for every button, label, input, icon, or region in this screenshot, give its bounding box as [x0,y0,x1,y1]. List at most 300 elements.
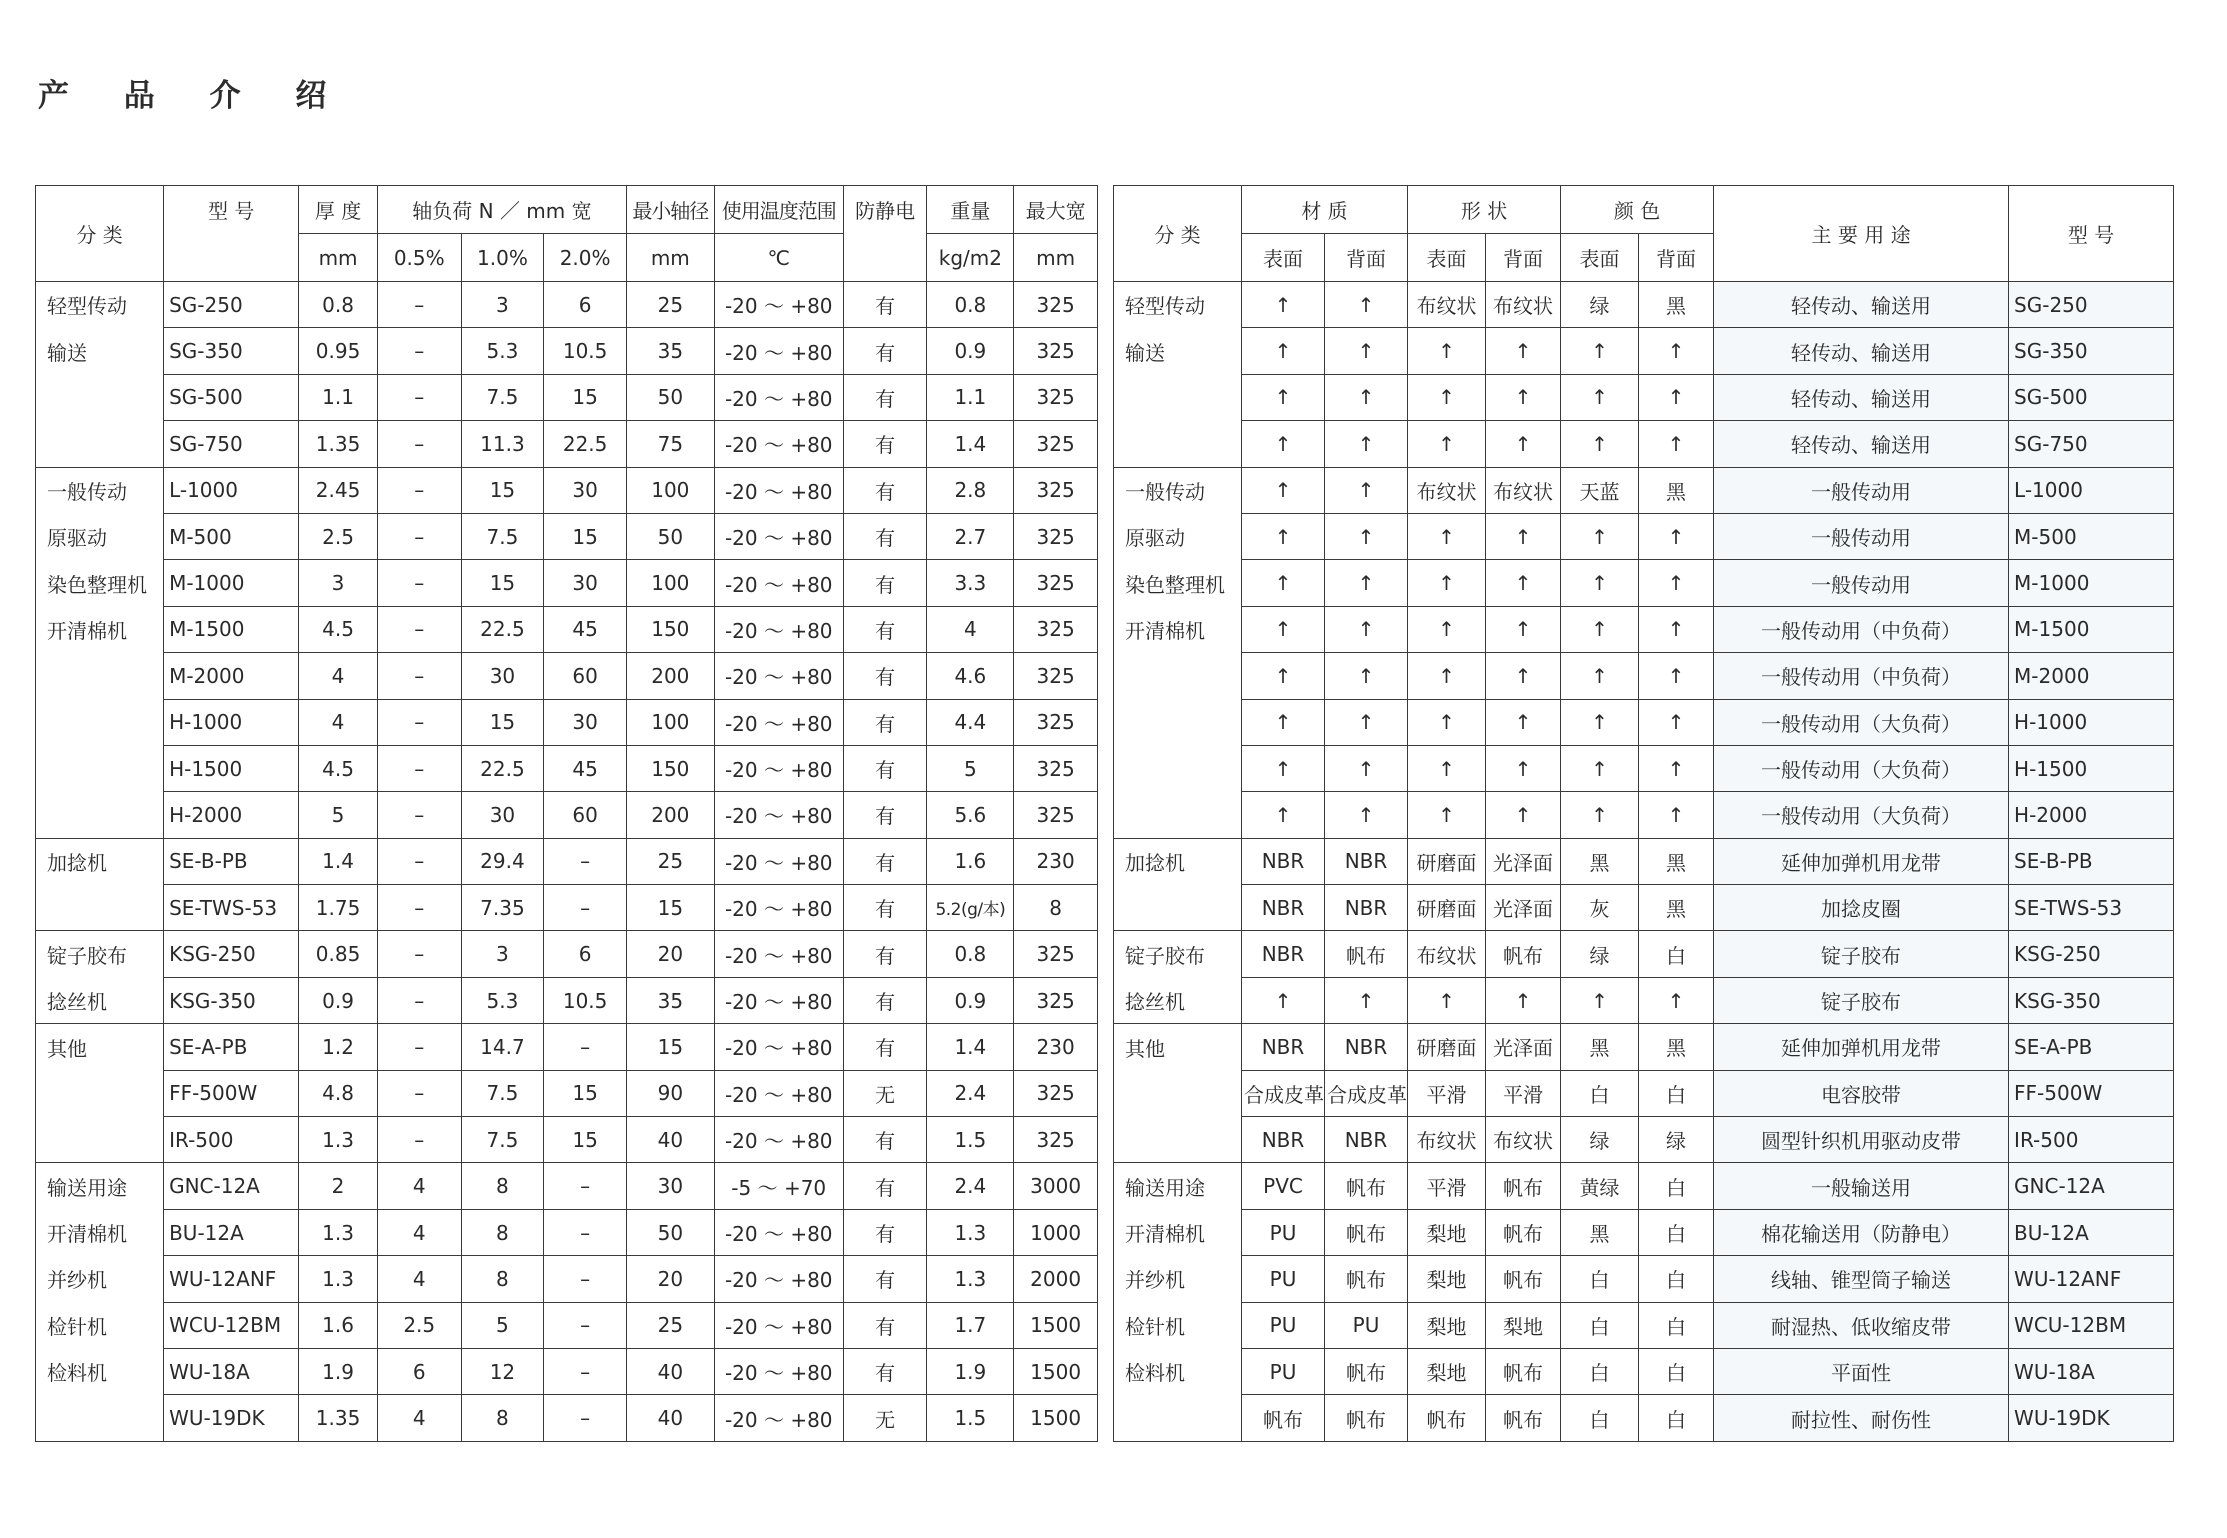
cell-load-05: – [377,606,461,652]
cell-category: 输送用途 [36,1163,164,1209]
spec-table-right [1113,185,2174,1442]
cell-category: 捻丝机 [1114,977,1242,1023]
cell-model: H-2000 [2009,792,2174,838]
cell-weight: 4.6 [927,653,1014,699]
cell-color-front: 白 [1561,1395,1639,1441]
cell-mat-back: ↑ [1325,282,1408,328]
cell-mat-back: ↑ [1325,699,1408,745]
cell-category [36,1070,164,1116]
cell-thickness: 1.1 [299,374,378,420]
cell-min-shaft: 15 [626,1024,714,1070]
cell-category: 检针机 [1114,1302,1242,1348]
cell-shape-front: ↑ [1408,560,1486,606]
cell-model: M-1000 [164,560,299,606]
cell-mat-back: 帆布 [1325,1163,1408,1209]
cell-load-10: 7.5 [461,1117,544,1163]
cell-load-10: 12 [461,1348,544,1394]
cell-antistatic: 无 [843,1395,927,1441]
cell-shape-front: ↑ [1408,977,1486,1023]
cell-mat-back: ↑ [1325,977,1408,1023]
cell-model: L-1000 [2009,467,2174,513]
cell-mat-back: 帆布 [1325,1209,1408,1255]
cell-category [1114,745,1242,791]
cell-load-20: 10.5 [544,328,627,374]
table-row [36,1209,1098,1255]
table-row [1114,467,2174,513]
cell-mat-front: PU [1242,1209,1325,1255]
cell-temp: -20 ～ +80 [714,606,843,652]
cell-thickness: 1.3 [299,1256,378,1302]
header-category: 分 类 [36,186,164,282]
cell-shape-front: ↑ [1408,374,1486,420]
cell-max-width: 1500 [1014,1302,1098,1348]
cell-shape-back: ↑ [1486,792,1561,838]
cell-antistatic: 有 [843,1302,927,1348]
cell-model: WU-19DK [164,1395,299,1441]
unit-temp-range: ℃ [714,234,843,282]
cell-load-20: – [544,1256,627,1302]
cell-min-shaft: 15 [626,885,714,931]
cell-color-back: ↑ [1639,977,1714,1023]
cell-thickness: 0.9 [299,977,378,1023]
cell-antistatic: 有 [843,838,927,884]
cell-load-20: 45 [544,745,627,791]
cell-load-10: 30 [461,653,544,699]
table-row [1114,699,2174,745]
cell-weight: 2.8 [927,467,1014,513]
cell-thickness: 3 [299,560,378,606]
cell-load-10: 7.35 [461,885,544,931]
table-row [1114,653,2174,699]
cell-shape-front: 梨地 [1408,1348,1486,1394]
cell-load-10: 11.3 [461,421,544,467]
page-title: 产 品 介 绍 [38,78,349,114]
cell-shape-front: ↑ [1408,792,1486,838]
cell-color-front: 白 [1561,1256,1639,1302]
cell-load-05: – [377,282,461,328]
unit-min-shaft: mm [626,234,714,282]
cell-model: FF-500W [2009,1070,2174,1116]
cell-mat-front: PU [1242,1348,1325,1394]
subheader-material-front: 表面 [1242,234,1325,282]
cell-weight: 1.4 [927,1024,1014,1070]
cell-color-back: 白 [1639,1395,1714,1441]
cell-load-10: 7.5 [461,513,544,559]
cell-category [1114,1395,1242,1441]
cell-min-shaft: 100 [626,467,714,513]
cell-category [1114,885,1242,931]
cell-usage: 一般传动用（大负荷） [1714,699,2009,745]
cell-usage: 一般传动用（中负荷） [1714,653,2009,699]
cell-load-05: 6 [377,1348,461,1394]
cell-category: 开清棉机 [36,1209,164,1255]
cell-load-20: 30 [544,467,627,513]
table-row [1114,1024,2174,1070]
cell-thickness: 5 [299,792,378,838]
cell-category: 输送 [36,328,164,374]
cell-load-05: 4 [377,1163,461,1209]
cell-model: WU-12ANF [2009,1256,2174,1302]
table-row [36,1256,1098,1302]
cell-mat-front: ↑ [1242,745,1325,791]
cell-max-width: 325 [1014,699,1098,745]
cell-model: L-1000 [164,467,299,513]
cell-max-width: 325 [1014,1070,1098,1116]
cell-color-front: ↑ [1561,792,1639,838]
cell-load-20: 22.5 [544,421,627,467]
cell-thickness: 1.3 [299,1117,378,1163]
cell-antistatic: 有 [843,374,927,420]
cell-max-width: 325 [1014,1117,1098,1163]
cell-category: 轻型传动 [1114,282,1242,328]
cell-category: 锭子胶布 [1114,931,1242,977]
cell-category [1114,699,1242,745]
cell-min-shaft: 35 [626,328,714,374]
cell-model: M-500 [2009,513,2174,559]
table-row [36,931,1098,977]
cell-model: M-500 [164,513,299,559]
header-category: 分 类 [1114,186,1242,282]
cell-mat-front: ↑ [1242,282,1325,328]
unit-thickness: mm [299,234,378,282]
cell-color-front: 绿 [1561,931,1639,977]
cell-mat-back: ↑ [1325,653,1408,699]
cell-color-front: 白 [1561,1302,1639,1348]
table-row [36,792,1098,838]
cell-usage: 轻传动、输送用 [1714,328,2009,374]
cell-weight: 1.3 [927,1209,1014,1255]
cell-category [36,792,164,838]
cell-load-20: 15 [544,513,627,559]
cell-weight: 0.8 [927,931,1014,977]
cell-category: 开清棉机 [1114,1209,1242,1255]
cell-usage: 线轴、锥型筒子输送 [1714,1256,2009,1302]
cell-mat-front: ↑ [1242,513,1325,559]
table-row [1114,1302,2174,1348]
cell-category: 并纱机 [36,1256,164,1302]
header-weight: 重量 [927,186,1014,234]
cell-shape-back: 帆布 [1486,1256,1561,1302]
cell-thickness: 1.6 [299,1302,378,1348]
cell-load-20: 6 [544,282,627,328]
cell-model: H-1000 [164,699,299,745]
cell-color-back: 黑 [1639,1024,1714,1070]
cell-mat-back: PU [1325,1302,1408,1348]
header-model: 型 号 [2009,186,2174,282]
cell-max-width: 325 [1014,745,1098,791]
subheader-material-back: 背面 [1325,234,1408,282]
table-row [36,1302,1098,1348]
table-row [1114,792,2174,838]
cell-usage: 耐湿热、低收缩皮带 [1714,1302,2009,1348]
cell-model: SE-A-PB [164,1024,299,1070]
cell-load-20: – [544,1024,627,1070]
unit-max-width: mm [1014,234,1098,282]
header-model: 型 号 [164,186,299,234]
cell-max-width: 2000 [1014,1256,1098,1302]
cell-color-back: 黑 [1639,885,1714,931]
cell-max-width: 1500 [1014,1348,1098,1394]
cell-antistatic: 有 [843,328,927,374]
cell-thickness: 2.45 [299,467,378,513]
cell-max-width: 1000 [1014,1209,1098,1255]
cell-color-front: ↑ [1561,560,1639,606]
table-row [36,885,1098,931]
cell-temp: -20 ～ +80 [714,838,843,884]
cell-category: 加捻机 [36,838,164,884]
cell-temp: -20 ～ +80 [714,374,843,420]
cell-max-width: 325 [1014,282,1098,328]
cell-color-back: 白 [1639,931,1714,977]
cell-color-front: ↑ [1561,513,1639,559]
cell-mat-front: ↑ [1242,467,1325,513]
cell-category [1114,421,1242,467]
cell-category: 开清棉机 [36,606,164,652]
cell-antistatic: 有 [843,560,927,606]
cell-thickness: 1.9 [299,1348,378,1394]
cell-model: H-2000 [164,792,299,838]
cell-category: 染色整理机 [36,560,164,606]
cell-load-10: 5.3 [461,977,544,1023]
cell-usage: 圆型针织机用驱动皮带 [1714,1117,2009,1163]
cell-model: WU-18A [164,1348,299,1394]
cell-mat-front: ↑ [1242,560,1325,606]
cell-temp: -20 ～ +80 [714,1302,843,1348]
cell-shape-back: ↑ [1486,513,1561,559]
cell-category [1114,792,1242,838]
cell-load-05: – [377,328,461,374]
cell-weight: 5.2(g/本) [927,885,1014,931]
cell-max-width: 230 [1014,838,1098,884]
cell-shape-back: 光泽面 [1486,838,1561,884]
cell-shape-front: ↑ [1408,606,1486,652]
cell-color-front: ↑ [1561,745,1639,791]
cell-shape-back: 光泽面 [1486,1024,1561,1070]
cell-load-10: 5 [461,1302,544,1348]
cell-color-back: 白 [1639,1256,1714,1302]
cell-shape-front: 平滑 [1408,1070,1486,1116]
table-row [1114,1256,2174,1302]
cell-weight: 1.5 [927,1395,1014,1441]
cell-color-back: 绿 [1639,1117,1714,1163]
cell-category: 锭子胶布 [36,931,164,977]
unit-load-20: 2.0% [544,234,627,282]
cell-category [36,653,164,699]
cell-category [36,1117,164,1163]
cell-mat-front: PU [1242,1302,1325,1348]
cell-load-10: 22.5 [461,606,544,652]
cell-color-back: ↑ [1639,699,1714,745]
cell-mat-front: ↑ [1242,606,1325,652]
cell-load-05: 4 [377,1256,461,1302]
cell-category [1114,374,1242,420]
table-row [36,560,1098,606]
header-usage: 主 要 用 途 [1714,186,2009,282]
cell-load-05: – [377,374,461,420]
cell-max-width: 1500 [1014,1395,1098,1441]
table-row [1114,885,2174,931]
cell-antistatic: 有 [843,745,927,791]
cell-model: H-1500 [164,745,299,791]
cell-mat-front: 合成皮革 [1242,1070,1325,1116]
cell-model: WCU-12BM [2009,1302,2174,1348]
cell-model: KSG-250 [164,931,299,977]
cell-usage: 棉花输送用（防静电） [1714,1209,2009,1255]
cell-temp: -20 ～ +80 [714,792,843,838]
cell-color-back: 白 [1639,1302,1714,1348]
cell-category [36,699,164,745]
cell-color-back: ↑ [1639,560,1714,606]
cell-weight: 4 [927,606,1014,652]
cell-model: SG-750 [2009,421,2174,467]
cell-model: H-1000 [2009,699,2174,745]
cell-max-width: 325 [1014,653,1098,699]
cell-mat-front: ↑ [1242,699,1325,745]
cell-min-shaft: 40 [626,1117,714,1163]
cell-mat-front: ↑ [1242,421,1325,467]
cell-antistatic: 有 [843,467,927,513]
cell-shape-front: 平滑 [1408,1163,1486,1209]
cell-usage: 加捻皮圈 [1714,885,2009,931]
cell-category: 并纱机 [1114,1256,1242,1302]
cell-load-20: – [544,1348,627,1394]
cell-mat-back: ↑ [1325,745,1408,791]
cell-shape-front: 帆布 [1408,1395,1486,1441]
cell-mat-front: ↑ [1242,374,1325,420]
cell-color-front: ↑ [1561,606,1639,652]
table-row [36,1395,1098,1441]
cell-min-shaft: 35 [626,977,714,1023]
cell-antistatic: 有 [843,421,927,467]
cell-usage: 平面性 [1714,1348,2009,1394]
cell-temp: -20 ～ +80 [714,1395,843,1441]
cell-weight: 0.8 [927,282,1014,328]
cell-load-10: 7.5 [461,1070,544,1116]
cell-category: 捻丝机 [36,977,164,1023]
cell-mat-back: 帆布 [1325,1395,1408,1441]
table-row [1114,838,2174,884]
cell-temp: -20 ～ +80 [714,653,843,699]
cell-thickness: 4.8 [299,1070,378,1116]
cell-max-width: 325 [1014,328,1098,374]
header-thickness: 厚 度 [299,186,378,234]
cell-load-05: – [377,1070,461,1116]
cell-load-05: – [377,699,461,745]
subheader-color-back: 背面 [1639,234,1714,282]
cell-antistatic: 有 [843,606,927,652]
cell-max-width: 325 [1014,560,1098,606]
cell-color-back: ↑ [1639,421,1714,467]
cell-model: SG-250 [164,282,299,328]
cell-thickness: 0.95 [299,328,378,374]
table-row [36,1117,1098,1163]
cell-load-20: 60 [544,792,627,838]
cell-min-shaft: 90 [626,1070,714,1116]
cell-temp: -20 ～ +80 [714,1209,843,1255]
cell-shape-back: 布纹状 [1486,1117,1561,1163]
cell-model: SG-750 [164,421,299,467]
cell-load-10: 15 [461,699,544,745]
cell-shape-back: ↑ [1486,977,1561,1023]
cell-load-05: – [377,931,461,977]
cell-shape-back: 梨地 [1486,1302,1561,1348]
cell-shape-front: ↑ [1408,513,1486,559]
cell-category [1114,1070,1242,1116]
subheader-color-front: 表面 [1561,234,1639,282]
header-color: 颜 色 [1561,186,1714,234]
cell-usage: 电容胶带 [1714,1070,2009,1116]
cell-model: GNC-12A [164,1163,299,1209]
cell-thickness: 1.35 [299,1395,378,1441]
cell-load-20: – [544,1163,627,1209]
cell-load-10: 29.4 [461,838,544,884]
spec-table-left [35,185,1098,1442]
table-row [36,653,1098,699]
cell-usage: 一般传动用 [1714,467,2009,513]
cell-load-20: 15 [544,1117,627,1163]
cell-category: 原驱动 [36,513,164,559]
cell-load-20: – [544,885,627,931]
table-row [36,421,1098,467]
cell-weight: 4.4 [927,699,1014,745]
cell-thickness: 1.75 [299,885,378,931]
cell-temp: -20 ～ +80 [714,513,843,559]
cell-model: WU-19DK [2009,1395,2174,1441]
cell-max-width: 325 [1014,931,1098,977]
cell-shape-back: 平滑 [1486,1070,1561,1116]
cell-category: 原驱动 [1114,513,1242,559]
cell-mat-back: ↑ [1325,328,1408,374]
cell-load-10: 8 [461,1163,544,1209]
cell-color-back: 白 [1639,1163,1714,1209]
cell-model: SE-B-PB [2009,838,2174,884]
subheader-shape-front: 表面 [1408,234,1486,282]
cell-antistatic: 无 [843,1070,927,1116]
cell-mat-front: ↑ [1242,653,1325,699]
cell-temp: -20 ～ +80 [714,977,843,1023]
table-row [1114,606,2174,652]
cell-category [36,421,164,467]
cell-min-shaft: 25 [626,1302,714,1348]
cell-load-05: – [377,977,461,1023]
cell-usage: 延伸加弹机用龙带 [1714,1024,2009,1070]
cell-temp: -20 ～ +80 [714,885,843,931]
cell-color-front: ↑ [1561,421,1639,467]
cell-usage: 一般传动用 [1714,513,2009,559]
cell-load-20: 30 [544,699,627,745]
cell-color-front: 绿 [1561,1117,1639,1163]
cell-min-shaft: 20 [626,931,714,977]
cell-mat-back: ↑ [1325,606,1408,652]
subheader-shape-back: 背面 [1486,234,1561,282]
cell-color-front: 黑 [1561,838,1639,884]
cell-weight: 5 [927,745,1014,791]
cell-mat-back: 帆布 [1325,1256,1408,1302]
cell-load-10: 14.7 [461,1024,544,1070]
table-row [1114,745,2174,791]
cell-min-shaft: 150 [626,745,714,791]
cell-model: WU-12ANF [164,1256,299,1302]
cell-min-shaft: 150 [626,606,714,652]
cell-load-05: – [377,885,461,931]
cell-thickness: 1.4 [299,838,378,884]
cell-model: GNC-12A [2009,1163,2174,1209]
cell-model: BU-12A [2009,1209,2174,1255]
cell-color-front: 黑 [1561,1209,1639,1255]
table-row [36,1163,1098,1209]
cell-weight: 0.9 [927,977,1014,1023]
cell-min-shaft: 50 [626,1209,714,1255]
